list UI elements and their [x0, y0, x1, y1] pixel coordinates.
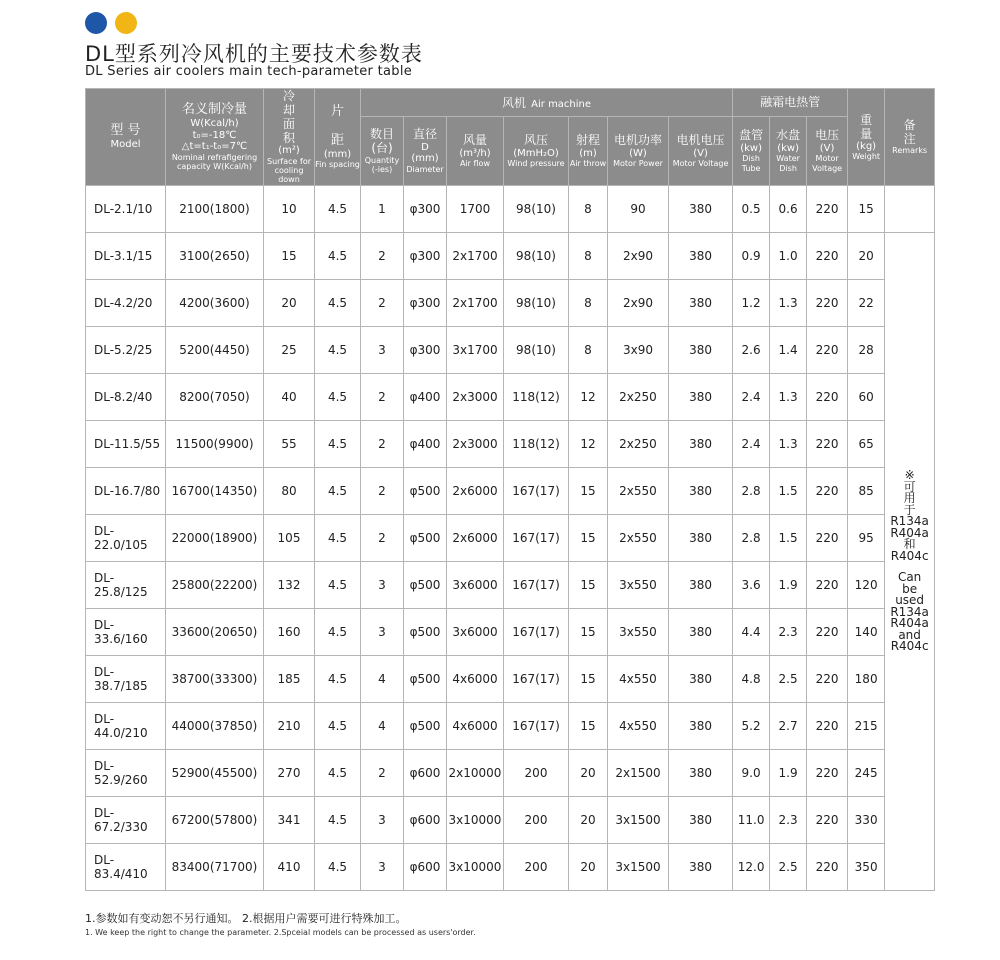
cell-dia: φ400: [404, 374, 447, 421]
cell-power: 2x550: [608, 468, 669, 515]
table-body: [86, 186, 935, 891]
cell-throw: 15: [569, 609, 608, 656]
cell-volt: 380: [669, 233, 733, 280]
cell-press: 118(12): [504, 374, 569, 421]
cell-model: DL-67.2/330: [86, 797, 166, 844]
cell-press: 167(17): [504, 468, 569, 515]
cell-dish-tube: 2.4: [733, 374, 770, 421]
header-defrost-heater: 融霜电热管: [733, 89, 848, 117]
cell-model: DL-52.9/260: [86, 750, 166, 797]
header-capacity: 名义制冷量 W(Kcal/h) t₀=-18℃ △t=t₁-t₀=7℃ Nominal refrafigering capacity W(Kcal/h): [166, 89, 264, 186]
cell-model: DL-5.2/25: [86, 327, 166, 374]
remarks-line: 于: [903, 502, 916, 517]
cell-dia: φ500: [404, 562, 447, 609]
cell-fin: 4.5: [315, 186, 361, 233]
cell-capacity: 52900(45500): [166, 750, 264, 797]
cell-dish-tube: 2.8: [733, 468, 770, 515]
cell-volt: 380: [669, 327, 733, 374]
remarks-line: 用: [903, 491, 916, 506]
cell-area: 10: [264, 186, 315, 233]
remarks-line: and: [898, 627, 921, 642]
cell-capacity: 38700(33300): [166, 656, 264, 703]
cell-weight: 60: [848, 374, 885, 421]
cell-dia: φ500: [404, 656, 447, 703]
cell-dish-tube: 2.4: [733, 421, 770, 468]
cell-throw: 12: [569, 374, 608, 421]
cell-motor-volt: 220: [807, 609, 848, 656]
remarks-line: R404a: [890, 616, 929, 631]
cell-throw: 15: [569, 656, 608, 703]
page-subtitle: DL Series air coolers main tech-parameter table: [85, 64, 413, 79]
cell-power: 2x90: [608, 233, 669, 280]
cell-water-dish: 2.3: [770, 609, 807, 656]
cell-volt: 380: [669, 609, 733, 656]
header-dish-tube: 盘管 (kw) Dish Tube: [733, 117, 770, 186]
cell-dish-tube: 2.6: [733, 327, 770, 374]
cell-area: 55: [264, 421, 315, 468]
table-row: [86, 609, 935, 656]
cell-model: DL-25.8/125: [86, 562, 166, 609]
cell-dish-tube: 9.0: [733, 750, 770, 797]
header-air-throw: 射程 (m) Air throw: [569, 117, 608, 186]
cell-throw: 8: [569, 186, 608, 233]
cell-weight: 245: [848, 750, 885, 797]
cell-power: 3x1500: [608, 844, 669, 891]
cell-water-dish: 1.5: [770, 515, 807, 562]
cell-dia: φ300: [404, 233, 447, 280]
cell-water-dish: 2.7: [770, 703, 807, 750]
cell-dish-tube: 12.0: [733, 844, 770, 891]
table-row: [86, 656, 935, 703]
table-row: [86, 233, 935, 280]
cell-area: 132: [264, 562, 315, 609]
remarks-line: ※: [904, 468, 915, 483]
cell-fin: 4.5: [315, 844, 361, 891]
parameter-table: [85, 88, 935, 891]
cell-capacity: 16700(14350): [166, 468, 264, 515]
cell-motor-volt: 220: [807, 703, 848, 750]
header-cooling-area: 冷 却 面 积 (m²) Surface for cooling down: [264, 89, 315, 186]
cell-fin: 4.5: [315, 703, 361, 750]
cell-area: 410: [264, 844, 315, 891]
cell-motor-volt: 220: [807, 186, 848, 233]
cell-press: 98(10): [504, 233, 569, 280]
cell-capacity: 3100(2650): [166, 233, 264, 280]
table-row: [86, 515, 935, 562]
cell-capacity: 2100(1800): [166, 186, 264, 233]
cell-model: DL-2.1/10: [86, 186, 166, 233]
remarks-line: R404a: [890, 525, 929, 540]
remarks-line: used: [895, 593, 925, 608]
cell-model: DL-4.2/20: [86, 280, 166, 327]
cell-press: 98(10): [504, 327, 569, 374]
cell-qty: 3: [361, 327, 404, 374]
cell-water-dish: 1.3: [770, 374, 807, 421]
remarks-line: R404c: [890, 548, 929, 563]
cell-weight: 215: [848, 703, 885, 750]
cell-fin: 4.5: [315, 750, 361, 797]
header-heater-voltage: 电压 (V) Motor Voltage: [807, 117, 848, 186]
cell-capacity: 83400(71700): [166, 844, 264, 891]
cell-throw: 15: [569, 562, 608, 609]
cell-dia: φ300: [404, 327, 447, 374]
cell-dish-tube: 2.8: [733, 515, 770, 562]
cell-capacity: 25800(22200): [166, 562, 264, 609]
cell-qty: 2: [361, 515, 404, 562]
cell-press: 98(10): [504, 280, 569, 327]
cell-area: 105: [264, 515, 315, 562]
cell-volt: 380: [669, 656, 733, 703]
cell-water-dish: 2.5: [770, 844, 807, 891]
table-row: [86, 468, 935, 515]
cell-dish-tube: 4.4: [733, 609, 770, 656]
cell-dia: φ600: [404, 750, 447, 797]
cell-area: 40: [264, 374, 315, 421]
cell-dia: φ500: [404, 468, 447, 515]
cell-area: 20: [264, 280, 315, 327]
cell-motor-volt: 220: [807, 374, 848, 421]
cell-press: 167(17): [504, 562, 569, 609]
cell-dia: φ300: [404, 280, 447, 327]
cell-power: 4x550: [608, 703, 669, 750]
cell-flow: 2x6000: [447, 468, 504, 515]
header-weight: 重 量 (kg) Weight: [848, 89, 885, 186]
cell-flow: 3x10000: [447, 844, 504, 891]
cell-press: 167(17): [504, 515, 569, 562]
cell-qty: 2: [361, 750, 404, 797]
cell-fin: 4.5: [315, 656, 361, 703]
cell-motor-volt: 220: [807, 515, 848, 562]
cell-motor-volt: 220: [807, 327, 848, 374]
cell-weight: 65: [848, 421, 885, 468]
cell-press: 118(12): [504, 421, 569, 468]
cell-flow: 2x6000: [447, 515, 504, 562]
cell-qty: 1: [361, 186, 404, 233]
cell-area: 25: [264, 327, 315, 374]
cell-weight: 22: [848, 280, 885, 327]
cell-throw: 15: [569, 468, 608, 515]
cell-capacity: 33600(20650): [166, 609, 264, 656]
cell-weight: 330: [848, 797, 885, 844]
cell-volt: 380: [669, 703, 733, 750]
cell-dia: φ500: [404, 703, 447, 750]
cell-capacity: 44000(37850): [166, 703, 264, 750]
cell-motor-volt: 220: [807, 421, 848, 468]
cell-weight: 120: [848, 562, 885, 609]
cell-throw: 12: [569, 421, 608, 468]
cell-throw: 8: [569, 327, 608, 374]
cell-fin: 4.5: [315, 327, 361, 374]
cell-volt: 380: [669, 186, 733, 233]
cell-press: 200: [504, 750, 569, 797]
footnote-cn: 1.参数如有变动恕不另行通知。 2.根据用户需要可进行特殊加工。: [85, 912, 407, 925]
cell-capacity: 22000(18900): [166, 515, 264, 562]
cell-power: 3x90: [608, 327, 669, 374]
remarks-line: R404c: [890, 639, 929, 654]
cell-motor-volt: 220: [807, 797, 848, 844]
table-row: [86, 327, 935, 374]
cell-throw: 8: [569, 233, 608, 280]
header-quantity: 数目 (台) Quantity (-ies): [361, 117, 404, 186]
cell-power: 4x550: [608, 656, 669, 703]
cell-volt: 380: [669, 797, 733, 844]
cell-model: DL-38.7/185: [86, 656, 166, 703]
cell-water-dish: 1.5: [770, 468, 807, 515]
cell-power: 3x1500: [608, 797, 669, 844]
remarks-line: Can: [897, 570, 922, 585]
cell-flow: 2x1700: [447, 280, 504, 327]
cell-area: 210: [264, 703, 315, 750]
cell-water-dish: 2.3: [770, 797, 807, 844]
cell-qty: 2: [361, 374, 404, 421]
cell-qty: 2: [361, 421, 404, 468]
cell-model: DL-16.7/80: [86, 468, 166, 515]
header-motor-power: 电机功率 (W) Motor Power: [608, 117, 669, 186]
header-air-flow: 风量 (m³/h) Air flow: [447, 117, 504, 186]
cell-water-dish: 1.9: [770, 750, 807, 797]
cell-power: 2x250: [608, 421, 669, 468]
blue-dot-icon: [85, 12, 107, 34]
cell-flow: 2x1700: [447, 233, 504, 280]
remarks-line: R134a: [890, 604, 929, 619]
cell-water-dish: 2.5: [770, 656, 807, 703]
header-motor-voltage: 电机电压 (V) Motor Voltage: [669, 117, 733, 186]
cell-flow: 1700: [447, 186, 504, 233]
yellow-dot-icon: [115, 12, 137, 34]
cell-qty: 4: [361, 656, 404, 703]
cell-volt: 380: [669, 515, 733, 562]
cell-capacity: 4200(3600): [166, 280, 264, 327]
cell-qty: 2: [361, 233, 404, 280]
cell-water-dish: 1.0: [770, 233, 807, 280]
cell-flow: 3x1700: [447, 327, 504, 374]
header-model: 型 号 Model: [86, 89, 166, 186]
cell-dish-tube: 0.9: [733, 233, 770, 280]
cell-volt: 380: [669, 468, 733, 515]
footnotes: [85, 910, 476, 937]
header-diameter: 直径 D (mm) Diameter: [404, 117, 447, 186]
remarks-line: R134a: [890, 514, 929, 529]
cell-fin: 4.5: [315, 515, 361, 562]
cell-throw: 20: [569, 750, 608, 797]
cell-throw: 8: [569, 280, 608, 327]
table-row: [86, 750, 935, 797]
cell-model: DL-33.6/160: [86, 609, 166, 656]
cell-press: 200: [504, 844, 569, 891]
table-row: [86, 797, 935, 844]
cell-flow: 4x6000: [447, 703, 504, 750]
cell-remarks-empty: [885, 186, 935, 233]
header-remarks: 备 注 Remarks: [885, 89, 935, 186]
cell-flow: 2x10000: [447, 750, 504, 797]
cell-water-dish: 0.6: [770, 186, 807, 233]
table-row: [86, 421, 935, 468]
cell-flow: 3x6000: [447, 562, 504, 609]
cell-press: 167(17): [504, 609, 569, 656]
cell-throw: 15: [569, 703, 608, 750]
cell-flow: 3x6000: [447, 609, 504, 656]
cell-dish-tube: 5.2: [733, 703, 770, 750]
cell-area: 270: [264, 750, 315, 797]
cell-motor-volt: 220: [807, 280, 848, 327]
cell-qty: 2: [361, 468, 404, 515]
cell-volt: 380: [669, 562, 733, 609]
cell-dish-tube: 1.2: [733, 280, 770, 327]
footnote-en: 1. We keep the right to change the parameter. 2.Spceial models can be processed as users'order.: [85, 928, 476, 937]
cell-weight: 85: [848, 468, 885, 515]
cell-power: 3x550: [608, 609, 669, 656]
cell-throw: 20: [569, 844, 608, 891]
table-header: [86, 89, 935, 186]
cell-flow: 2x3000: [447, 374, 504, 421]
cell-water-dish: 1.4: [770, 327, 807, 374]
cell-power: 2x250: [608, 374, 669, 421]
table-row: [86, 703, 935, 750]
cell-dish-tube: 0.5: [733, 186, 770, 233]
cell-qty: 3: [361, 844, 404, 891]
cell-fin: 4.5: [315, 233, 361, 280]
cell-press: 98(10): [504, 186, 569, 233]
cell-capacity: 11500(9900): [166, 421, 264, 468]
cell-model: DL-83.4/410: [86, 844, 166, 891]
header-water-dish: 水盘 (kw) Water Dish: [770, 117, 807, 186]
page-title: DL型系列冷风机的主要技术参数表: [85, 42, 423, 66]
cell-dia: φ600: [404, 844, 447, 891]
cell-model: DL-11.5/55: [86, 421, 166, 468]
cell-model: DL-8.2/40: [86, 374, 166, 421]
cell-weight: 15: [848, 186, 885, 233]
cell-remarks: [885, 233, 935, 891]
cell-throw: 20: [569, 797, 608, 844]
cell-qty: 2: [361, 280, 404, 327]
cell-dish-tube: 4.8: [733, 656, 770, 703]
cell-fin: 4.5: [315, 421, 361, 468]
cell-volt: 380: [669, 421, 733, 468]
cell-area: 80: [264, 468, 315, 515]
cell-motor-volt: 220: [807, 233, 848, 280]
cell-capacity: 8200(7050): [166, 374, 264, 421]
table-row: [86, 562, 935, 609]
cell-qty: 3: [361, 562, 404, 609]
cell-volt: 380: [669, 374, 733, 421]
table-row: [86, 374, 935, 421]
cell-water-dish: 1.3: [770, 421, 807, 468]
cell-flow: 3x10000: [447, 797, 504, 844]
cell-area: 341: [264, 797, 315, 844]
cell-motor-volt: 220: [807, 750, 848, 797]
cell-motor-volt: 220: [807, 844, 848, 891]
cell-volt: 380: [669, 750, 733, 797]
cell-dia: φ300: [404, 186, 447, 233]
cell-dia: φ500: [404, 609, 447, 656]
cell-qty: 3: [361, 797, 404, 844]
cell-dish-tube: 11.0: [733, 797, 770, 844]
cell-dia: φ600: [404, 797, 447, 844]
remarks-line: be: [902, 581, 918, 596]
cell-flow: 4x6000: [447, 656, 504, 703]
table-row: [86, 280, 935, 327]
cell-weight: 350: [848, 844, 885, 891]
header-fin-spacing: 片 距 (mm) Fin spacing: [315, 89, 361, 186]
cell-weight: 95: [848, 515, 885, 562]
cell-flow: 2x3000: [447, 421, 504, 468]
cell-capacity: 67200(57800): [166, 797, 264, 844]
cell-dish-tube: 3.6: [733, 562, 770, 609]
cell-volt: 380: [669, 280, 733, 327]
cell-motor-volt: 220: [807, 656, 848, 703]
cell-area: 15: [264, 233, 315, 280]
cell-model: DL-44.0/210: [86, 703, 166, 750]
cell-fin: 4.5: [315, 468, 361, 515]
cell-weight: 20: [848, 233, 885, 280]
cell-dia: φ400: [404, 421, 447, 468]
cell-fin: 4.5: [315, 797, 361, 844]
cell-press: 167(17): [504, 656, 569, 703]
cell-power: 2x90: [608, 280, 669, 327]
table-row: [86, 186, 935, 233]
cell-volt: 380: [669, 844, 733, 891]
cell-model: DL-3.1/15: [86, 233, 166, 280]
table-row: [86, 844, 935, 891]
cell-throw: 15: [569, 515, 608, 562]
cell-power: 2x1500: [608, 750, 669, 797]
remarks-line: 可: [903, 479, 916, 494]
cell-capacity: 5200(4450): [166, 327, 264, 374]
cell-weight: 28: [848, 327, 885, 374]
cell-qty: 4: [361, 703, 404, 750]
cell-fin: 4.5: [315, 562, 361, 609]
cell-water-dish: 1.3: [770, 280, 807, 327]
cell-area: 185: [264, 656, 315, 703]
cell-motor-volt: 220: [807, 562, 848, 609]
cell-motor-volt: 220: [807, 468, 848, 515]
cell-power: 90: [608, 186, 669, 233]
cell-power: 3x550: [608, 562, 669, 609]
cell-fin: 4.5: [315, 374, 361, 421]
header-wind-pressure: 风压 (MmH₂O) Wind pressure: [504, 117, 569, 186]
cell-power: 2x550: [608, 515, 669, 562]
cell-dia: φ500: [404, 515, 447, 562]
cell-water-dish: 1.9: [770, 562, 807, 609]
cell-qty: 3: [361, 609, 404, 656]
cell-fin: 4.5: [315, 280, 361, 327]
remarks-line: 和: [903, 537, 916, 552]
cell-model: DL-22.0/105: [86, 515, 166, 562]
cell-area: 160: [264, 609, 315, 656]
cell-weight: 180: [848, 656, 885, 703]
header-air-machine: 风机 Air machine: [361, 89, 733, 117]
cell-weight: 140: [848, 609, 885, 656]
cell-press: 167(17): [504, 703, 569, 750]
cell-press: 200: [504, 797, 569, 844]
cell-fin: 4.5: [315, 609, 361, 656]
